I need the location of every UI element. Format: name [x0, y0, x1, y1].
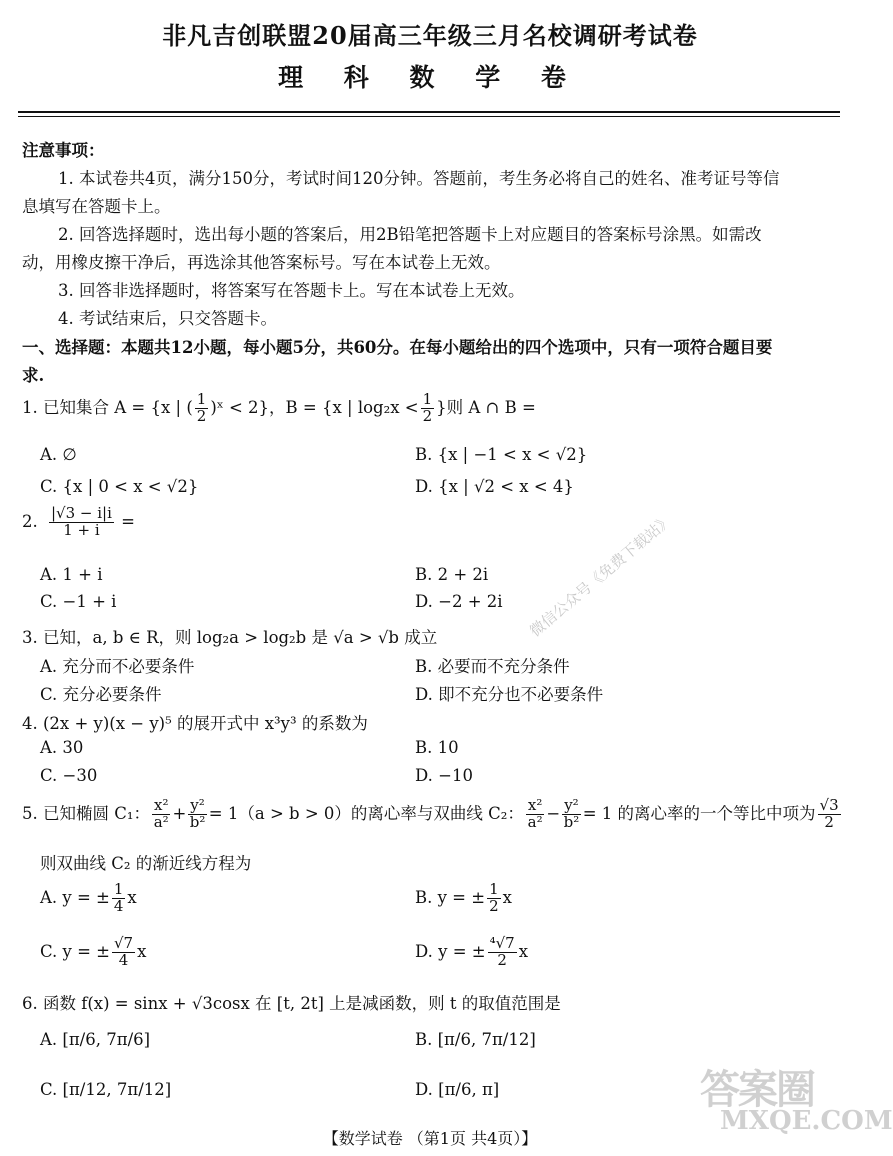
fraction: $\frac{√3}{2}$ — [819, 796, 839, 831]
question-1-stem — [22, 392, 536, 425]
notice-line: 息填写在答题卡上。 — [22, 197, 171, 216]
option-d: D. 即不充分也不必要条件 — [415, 685, 604, 704]
option-a: A. 1 + i — [40, 565, 103, 584]
option-d: D. −10 — [415, 766, 473, 785]
option-c: C. −1 + i — [40, 592, 117, 611]
option-a: A. ∅ — [40, 445, 77, 464]
fraction: $\frac{\text{x²}}{\text{a²}}$ — [527, 796, 543, 831]
notice-line: 1. 本试卷共4页，满分150分，考试时间120分钟。答题前，考生务必将自己的姓名、准考证号等信 — [58, 169, 780, 188]
q1-stem-post: }则 A ∩ B = — [436, 397, 536, 417]
option-d: D. y = ± $\frac{\text{⁴√7}}{2}$ x — [415, 934, 529, 969]
option-d: D. [π/6, π] — [415, 1080, 500, 1099]
fraction: $\frac{\text{x²}}{\text{a²}}$ — [153, 796, 169, 831]
q1-stem-pre: 1. 已知集合 A = {x | ( — [22, 397, 193, 417]
option-c: C. −30 — [40, 766, 98, 785]
option-d: D. {x | √2 < x < 4} — [415, 477, 574, 496]
fraction: $\frac{\text{y²}}{\text{b²}}$ — [189, 796, 206, 831]
fraction: $\frac{1}{2}$ — [196, 390, 207, 425]
site-logo-url: MXQE.COM — [720, 1106, 893, 1136]
fraction: $\frac{\text{⁴√7}}{2}$ — [489, 934, 515, 969]
question-4-stem: 4. (2x + y)(x − y)⁵ 的展开式中 x³y³ 的系数为 — [22, 714, 368, 733]
option-b: B. [π/6, 7π/12] — [415, 1030, 536, 1049]
exam-title: 非凡吉创联盟20届高三年级三月名校调研考试卷 — [162, 21, 698, 50]
page-footer: 【数学试卷 （第1页 共4页）】 — [322, 1129, 538, 1148]
section-heading: 求. — [22, 366, 45, 385]
notice-heading: 注意事项： — [22, 141, 105, 160]
exam-subtitle: 理 科 数 学 卷 — [278, 63, 582, 92]
option-b: B. 必要而不充分条件 — [415, 657, 570, 676]
option-b: B. 10 — [415, 738, 459, 757]
fraction: $\frac{\text{y²}}{\text{b²}}$ — [563, 796, 580, 831]
fraction: $\frac{|√3 - i|i}{1 + i}$ — [51, 504, 112, 539]
option-d: D. −2 + 2i — [415, 592, 503, 611]
question-3-stem: 3. 已知，a, b ∈ R，则 log₂a > log₂b 是 √a > √b 成立 — [22, 628, 438, 647]
option-c: C. 充分必要条件 — [40, 685, 162, 704]
header-rule — [18, 111, 840, 113]
fraction: $\frac{1}{2}$ — [422, 390, 433, 425]
option-b: B. 2 + 2i — [415, 565, 489, 584]
option-a: A. [π/6, 7π/6] — [40, 1030, 151, 1049]
option-b: B. y = ± $\frac{1}{2}$ x — [415, 880, 512, 915]
notice-line: 4. 考试结束后，只交答题卡。 — [58, 309, 277, 328]
option-a: A. 充分而不必要条件 — [40, 657, 195, 676]
fraction: $\frac{1}{4}$ — [113, 880, 124, 915]
question-5-stem: 5. 已知椭圆 C₁： $\frac{\text{x²}}{\text{a²}}$ + $\frac{\text{y²}}{\text{b²}}$ = 1（a > b > 0）的离心率与双曲线 C₂： $\frac{\text{x²}}{\text{a²}}$ − $\frac{\text{y²}}{\text{b²}}$ = 1 的离心率的一个等比中项为 $\frac{√3}{2}$ — [22, 796, 839, 831]
option-a: A. 30 — [40, 738, 84, 757]
option-c: C. {x | 0 < x < √2} — [40, 477, 199, 496]
fraction: $\frac{1}{2}$ — [489, 880, 499, 915]
site-logo: 答案圈 — [700, 1066, 814, 1113]
notice-line: 动，用橡皮擦干净后，再选涂其他答案标号。写在本试卷上无效。 — [22, 253, 501, 272]
watermark-text: 微信公众号《免费下载站》 — [526, 510, 676, 641]
fraction: $\frac{√7}{4}$ — [114, 934, 134, 969]
notice-line: 3. 回答非选择题时，将答案写在答题卡上。写在本试卷上无效。 — [58, 281, 525, 300]
option-a: A. y = ± $\frac{1}{4}$ x — [40, 880, 137, 915]
question-2-stem: 2. $\frac{|√3 - i|i}{1 + i}$ = — [22, 504, 135, 539]
header-rule-thin — [18, 116, 840, 117]
notice-line: 2. 回答选择题时，选出每小题的答案后，用2B铅笔把答题卡上对应题目的答案标号涂黑。如需改 — [58, 225, 762, 244]
section-heading: 一、选择题：本题共12小题，每小题5分，共60分。在每小题给出的四个选项中，只有一项符合题目要 — [22, 338, 773, 357]
question-6-stem: 6. 函数 f(x) = sinx + √3cosx 在 [t, 2t] 上是减函数，则 t 的取值范围是 — [22, 994, 561, 1013]
question-5-stem-2: 则双曲线 C₂ 的渐近线方程为 — [40, 854, 252, 873]
option-b: B. {x | −1 < x < √2} — [415, 445, 588, 464]
q1-stem-mid: )ˣ < 2}，B = {x | log₂x < — [210, 397, 419, 417]
option-c: C. y = ± $\frac{√7}{4}$ x — [40, 934, 147, 969]
option-c: C. [π/12, 7π/12] — [40, 1080, 172, 1099]
